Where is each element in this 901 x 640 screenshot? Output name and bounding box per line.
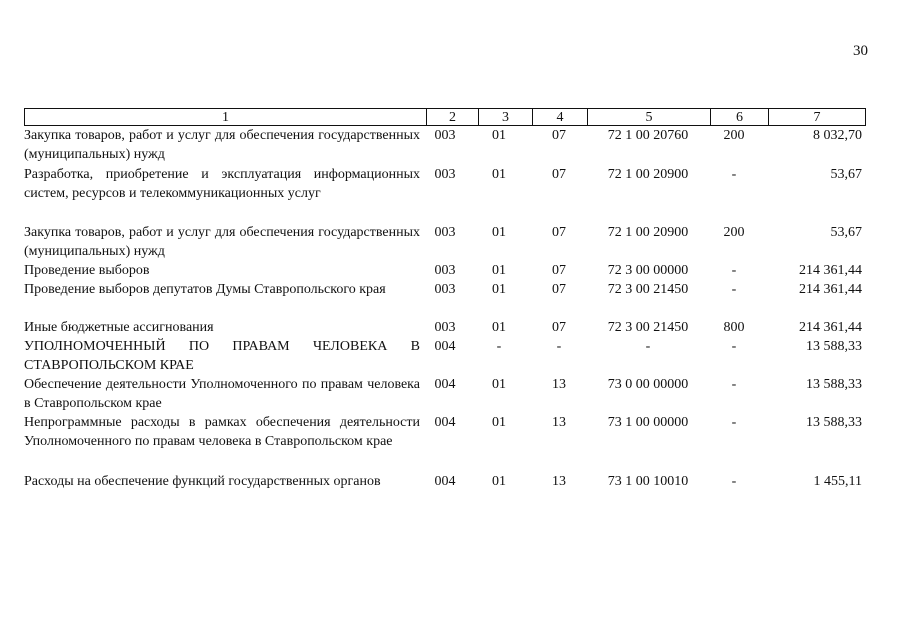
row-name: Проведение выборов — [24, 263, 150, 278]
header-col-7: 7 — [768, 109, 865, 125]
row-code-rz: 01 — [492, 415, 506, 430]
row-name: Закупка товаров, работ и услуг для обеспечения государственных (муниципальных) нужд — [24, 225, 420, 259]
row-code-vr: - — [731, 167, 737, 182]
row-code-pr: 07 — [552, 320, 566, 335]
row-code-gr: 004 — [434, 377, 456, 392]
row-code-rz: 01 — [492, 225, 506, 240]
row-code-csr: 72 3 00 00000 — [607, 263, 689, 278]
row-code-csr: 72 3 00 21450 — [607, 282, 689, 297]
row-name: Непрограммные расходы в рамках обеспечения деятельности Уполномоченного по правам человека в Ставропольском крае — [24, 415, 420, 449]
row-code-pr: 07 — [552, 167, 566, 182]
row-amount: 13 588,33 — [806, 339, 862, 354]
row-code-pr: - — [556, 339, 562, 354]
row-name: УПОЛНОМОЧЕННЫЙ ПО ПРАВАМ ЧЕЛОВЕКА В СТАВРОПОЛЬСКОМ КРАЕ — [24, 339, 420, 373]
row-amount: 214 361,44 — [799, 320, 862, 335]
row-code-csr: 72 1 00 20760 — [607, 128, 689, 143]
row-code-rz: 01 — [492, 320, 506, 335]
row-code-pr: 07 — [552, 282, 566, 297]
row-code-rz: 01 — [492, 128, 506, 143]
row-code-pr: 13 — [552, 377, 566, 392]
row-code-csr: 73 1 00 00000 — [607, 415, 689, 430]
row-name: Расходы на обеспечение функций государственных органов — [24, 474, 381, 489]
row-name: Иные бюджетные ассигнования — [24, 320, 214, 335]
row-code-csr: 72 1 00 20900 — [607, 225, 689, 240]
row-code-pr: 07 — [552, 263, 566, 278]
header-col-1: 1 — [222, 110, 229, 125]
row-code-pr: 13 — [552, 474, 566, 489]
row-code-vr: 800 — [723, 320, 745, 335]
row-name: Проведение выборов депутатов Думы Ставропольского края — [24, 282, 386, 297]
row-amount: 8 032,70 — [813, 128, 862, 143]
row-code-csr: 73 1 00 10010 — [607, 474, 689, 489]
row-code-rz: 01 — [492, 282, 506, 297]
row-code-vr: - — [731, 263, 737, 278]
row-code-vr: 200 — [723, 128, 745, 143]
row-code-pr: 07 — [552, 128, 566, 143]
row-name: Закупка товаров, работ и услуг для обеспечения государственных (муниципальных) нужд — [24, 128, 420, 162]
row-name: Разработка, приобретение и эксплуатация информационных систем, ресурсов и телекоммуникационных услуг — [24, 167, 420, 201]
page-number: 30 — [853, 43, 868, 59]
row-code-gr: 003 — [434, 225, 456, 240]
row-amount: 214 361,44 — [799, 263, 862, 278]
row-code-pr: 07 — [552, 225, 566, 240]
row-code-vr: 200 — [723, 225, 745, 240]
row-amount: 53,67 — [830, 167, 862, 182]
row-code-rz: - — [496, 339, 502, 354]
row-code-rz: 01 — [492, 377, 506, 392]
row-name: Обеспечение деятельности Уполномоченного по правам человека в Ставропольском крае — [24, 377, 420, 411]
row-code-csr: 73 0 00 00000 — [607, 377, 689, 392]
row-code-gr: 004 — [434, 474, 456, 489]
row-code-vr: - — [731, 474, 737, 489]
row-code-csr: 72 3 00 21450 — [607, 320, 689, 335]
row-amount: 13 588,33 — [806, 415, 862, 430]
row-code-rz: 01 — [492, 263, 506, 278]
row-code-gr: 003 — [434, 263, 456, 278]
row-code-gr: 003 — [434, 167, 456, 182]
row-code-vr: - — [731, 415, 737, 430]
row-code-vr: - — [731, 377, 737, 392]
header-col-4: 4 — [532, 109, 587, 125]
table-header-row — [24, 108, 866, 126]
row-code-pr: 13 — [552, 415, 566, 430]
header-col-3: 3 — [478, 109, 532, 125]
row-code-csr: - — [645, 339, 651, 354]
header-col-6: 6 — [710, 109, 768, 125]
row-code-gr: 003 — [434, 128, 456, 143]
row-amount: 1 455,11 — [813, 474, 862, 489]
row-code-vr: - — [731, 282, 737, 297]
row-code-gr: 004 — [434, 339, 456, 354]
row-amount: 13 588,33 — [806, 377, 862, 392]
header-col-2: 2 — [426, 109, 478, 125]
row-code-gr: 003 — [434, 320, 456, 335]
row-code-vr: - — [731, 339, 737, 354]
header-col-5: 5 — [587, 109, 710, 125]
row-code-csr: 72 1 00 20900 — [607, 167, 689, 182]
row-amount: 214 361,44 — [799, 282, 862, 297]
row-code-rz: 01 — [492, 474, 506, 489]
row-code-gr: 003 — [434, 282, 456, 297]
row-amount: 53,67 — [830, 225, 862, 240]
row-code-rz: 01 — [492, 167, 506, 182]
row-code-gr: 004 — [434, 415, 456, 430]
